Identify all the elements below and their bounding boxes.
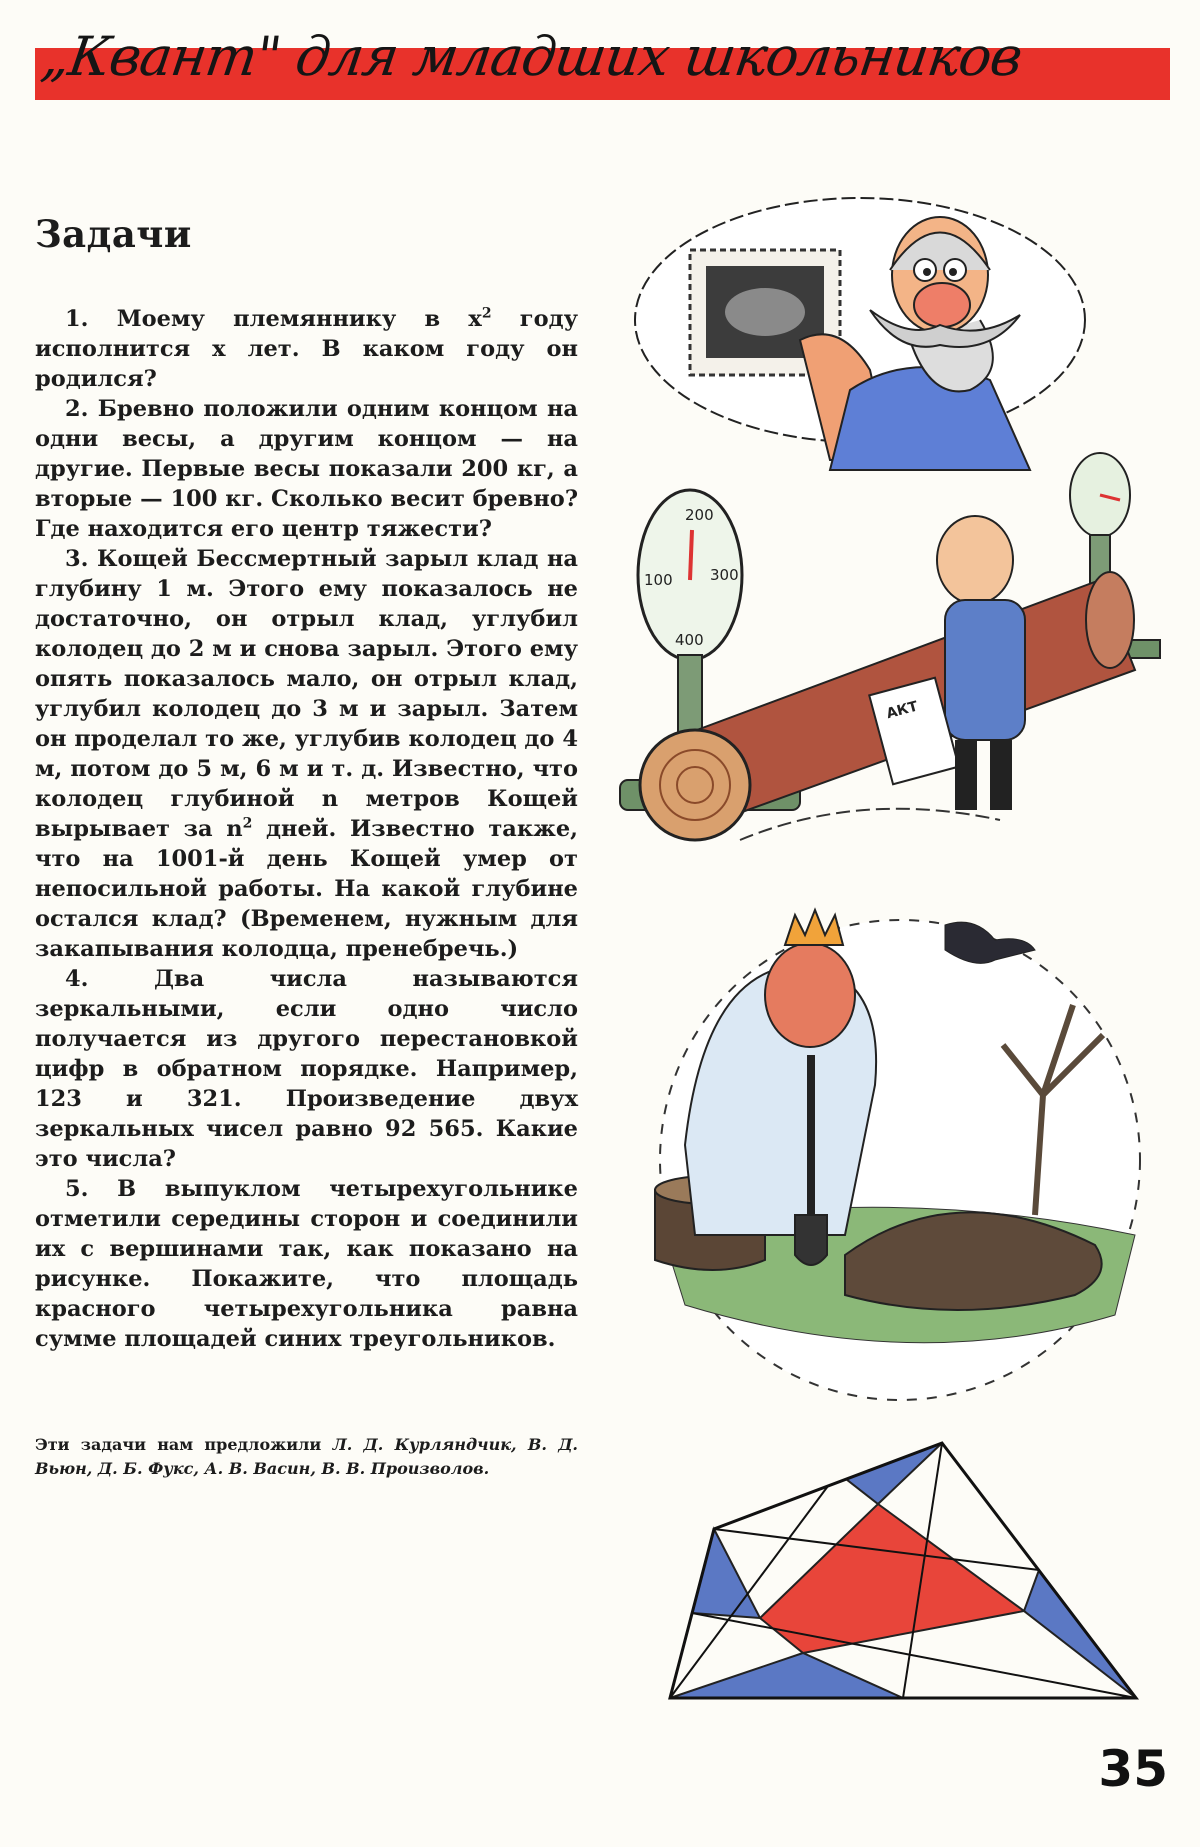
problem-text: году исполнится x лет. В каком году он родился? xyxy=(35,306,579,392)
problem-text: В выпуклом четырехугольнике отметили середины сторон и соединили их с вершинами так, как показано на рисунке. Покажите, что площадь красного четырехугольника равна сумме площадей синих треугольников. xyxy=(35,1176,578,1352)
problem-text: дней. Известно также, что на 1001-й день Кощей умер от непосильной работы. На какой глубине остался клад? (Временем, нужным для закапывания колодца, пренебречь.) xyxy=(35,816,578,962)
problem-number: 4. xyxy=(65,966,89,992)
superscript: 2 xyxy=(481,305,492,322)
section-title: Задачи xyxy=(35,212,192,256)
blue-triangle-bottom xyxy=(670,1653,903,1698)
scale-label-bottom: 400 xyxy=(675,631,704,649)
red-quadrilateral xyxy=(760,1504,1024,1653)
problem-number: 5. xyxy=(65,1176,89,1202)
problem-text: Кощей Бессмертный зарыл клад на глубину 1 м. Этого ему показалось не достаточно, он отрыл клад, углубил колодец до 2 м и снова зарыл. Этого ему опять показалось мало, он отрыл клад, углубил колодец до 3 м и зарыл. Затем он проделал то же, углубив колодец до 4 м, потом до 5 м, 6 м и т. д. Известно, что колодец глубиной n метров Кощей вырывает за n xyxy=(35,546,578,842)
problem-3 xyxy=(35,544,578,964)
quadrilateral-figure xyxy=(670,1440,1150,1710)
problem-text: Моему племяннику в x xyxy=(88,306,482,332)
problem-1 xyxy=(35,304,578,394)
problem-list xyxy=(35,304,578,1354)
scale-label-top: 200 xyxy=(685,506,714,524)
log-scales-illustration xyxy=(630,450,1150,870)
paper-label: АКТ xyxy=(884,698,920,723)
stamp-collector-illustration xyxy=(620,180,1120,480)
problem-number: 2. xyxy=(65,396,89,422)
problem-number: 1. xyxy=(65,306,89,332)
scale-label-right: 300 xyxy=(710,566,739,584)
banner-title: „Квант" для младших школьников xyxy=(37,25,1026,88)
credits xyxy=(35,1433,578,1481)
problem-text: Два числа называются зеркальными, если одно число получается из другого перестановкой цифр в обратном порядке. Например, 123 и 321. Произведение двух зеркальных чисел равно 92 565. Какие это числа? xyxy=(35,966,578,1172)
problem-number: 3. xyxy=(65,546,89,572)
problem-text: Бревно положили одним концом на одни весы, а другим концом — на другие. Первые весы показали 200 кг, а вторые — 100 кг. Сколько весит бревно? Где находится его центр тяжести? xyxy=(35,396,578,542)
koschei-illustration xyxy=(615,895,1175,1435)
problem-2 xyxy=(35,394,578,544)
scale-label-left: 100 xyxy=(644,571,673,589)
superscript: 2 xyxy=(242,815,253,832)
credits-prefix: Эти задачи нам предложили xyxy=(35,1435,333,1454)
page-number: 35 xyxy=(1098,1740,1168,1798)
problem-5 xyxy=(35,1174,578,1354)
problem-4 xyxy=(35,964,578,1174)
credits-names: Л. Д. Курляндчик, В. Д. Вьюн, Д. Б. Фукс, А. В. Васин, В. В. Произволов. xyxy=(35,1435,578,1478)
